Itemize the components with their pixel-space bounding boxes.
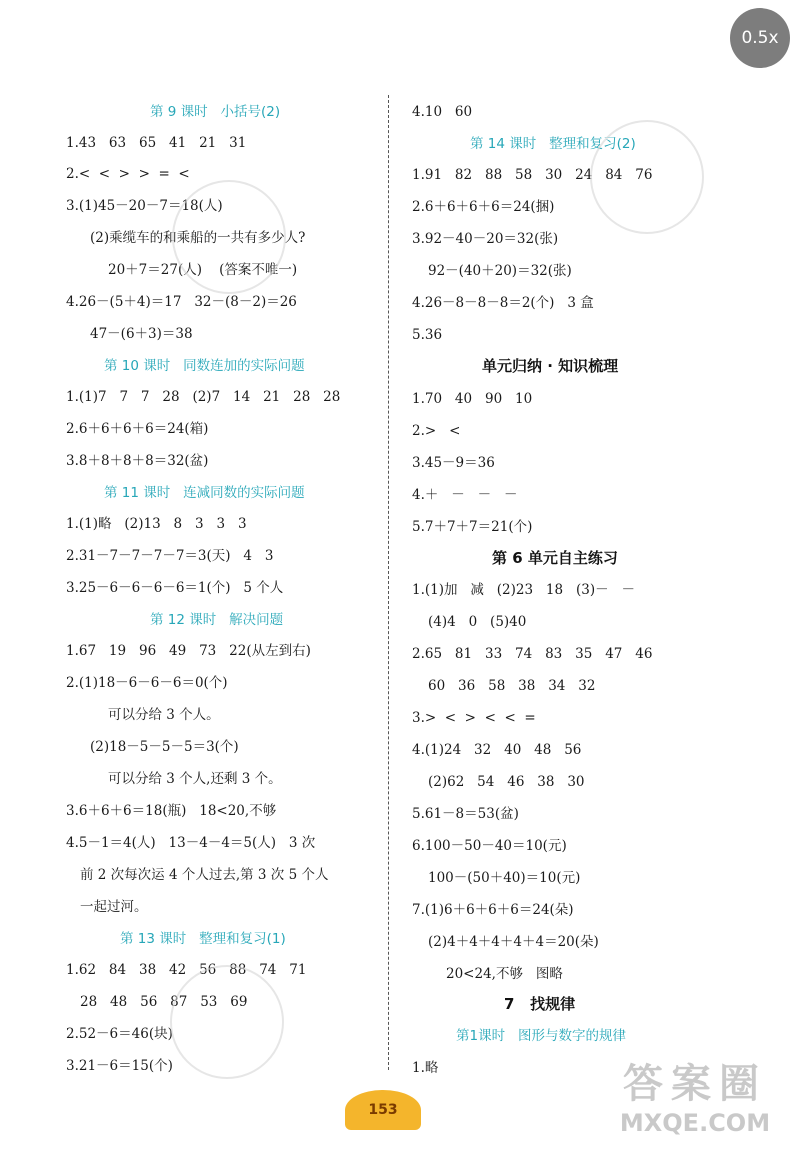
answer-line: 3.> < > < < =	[412, 710, 536, 726]
answer-line: 20＋7＝27(人) (答案不唯一)	[108, 262, 298, 278]
answer-line: 1.62 84 38 42 56 88 74 71	[66, 962, 307, 978]
answer-line: 3.25－6－6－6－6＝1(个) 5 个人	[66, 580, 284, 596]
answer-line: 4.＋ － － －	[412, 487, 518, 503]
answer-line: 2.> <	[412, 423, 461, 439]
page-number-badge: 153	[345, 1090, 421, 1130]
answer-line: 7.(1)6＋6＋6＋6＝24(朵)	[412, 902, 574, 918]
answer-line: 4.26－8－8－8＝2(个) 3 盒	[412, 295, 594, 311]
lesson-heading: 第 14 课时 整理和复习(2)	[470, 136, 636, 152]
zoom-level-button[interactable]: 0.5x	[730, 8, 790, 68]
answer-line: 6.100－50－40＝10(元)	[412, 838, 567, 854]
answer-line: 3.21－6＝15(个)	[66, 1058, 173, 1074]
answer-line: 2.(1)18－6－6－6＝0(个)	[66, 675, 228, 691]
faint-stamp-decoration	[172, 180, 286, 294]
answer-line: 1.91 82 88 58 30 24 84 76	[412, 167, 653, 183]
answer-line: 5.7＋7＋7＝21(个)	[412, 519, 533, 535]
answer-line: 1.(1)加 减 (2)23 18 (3)－ －	[412, 582, 635, 598]
watermark-logo	[600, 1060, 790, 1150]
lesson-heading: 第1课时 图形与数字的规律	[456, 1028, 626, 1044]
answer-line: 3.8＋8＋8＋8＝32(盆)	[66, 453, 209, 469]
answer-line: 1.67 19 96 49 73 22(从左到右)	[66, 643, 311, 659]
answer-line: 4.26－(5＋4)＝17 32－(8－2)＝26	[66, 294, 297, 310]
answer-line: (4)4 0 (5)40	[428, 614, 527, 630]
section-heading: 第 6 单元自主练习	[492, 549, 618, 567]
answer-line: 可以分给 3 个人,还剩 3 个。	[108, 771, 282, 787]
lesson-heading: 第 13 课时 整理和复习(1)	[120, 931, 286, 947]
answer-line: 4.(1)24 32 40 48 56	[412, 742, 582, 758]
faint-stamp-decoration	[590, 120, 704, 234]
faint-stamp-decoration	[170, 965, 284, 1079]
answer-line: 2.52－6＝46(块)	[66, 1026, 173, 1042]
answer-line: 2.31－7－7－7－7＝3(天) 4 3	[66, 548, 274, 564]
answer-line: 3.(1)45－20－7＝18(人)	[66, 198, 223, 214]
answer-line: 5.61－8＝53(盆)	[412, 806, 519, 822]
answer-line: 2.6＋6＋6＋6＝24(箱)	[66, 421, 209, 437]
answer-line: 60 36 58 38 34 32	[428, 678, 596, 694]
answer-line: 1.43 63 65 41 21 31	[66, 135, 247, 151]
lesson-heading: 第 11 课时 连减同数的实际问题	[104, 485, 305, 501]
answer-line: 4.10 60	[412, 104, 473, 120]
answer-line: (2)乘缆车的和乘船的一共有多少人?	[90, 230, 306, 246]
answer-line: 5.36	[412, 327, 443, 343]
section-heading: 单元归纳 · 知识梳理	[482, 357, 619, 375]
answer-line: 1.70 40 90 10	[412, 391, 533, 407]
answer-line: 2.65 81 33 74 83 35 47 46	[412, 646, 653, 662]
answer-line: (2)18－5－5－5＝3(个)	[90, 739, 239, 755]
answer-line: 可以分给 3 个人。	[108, 707, 220, 723]
answer-line: 4.5－1＝4(人) 13－4－4＝5(人) 3 次	[66, 835, 316, 851]
answer-line: 前 2 次每次运 4 个人过去,第 3 次 5 个人	[80, 867, 329, 883]
lesson-heading: 第 12 课时 解决问题	[150, 612, 284, 628]
answer-line: 100－(50＋40)＝10(元)	[428, 870, 581, 886]
answer-line: (2)62 54 46 38 30	[428, 774, 585, 790]
answer-line: 3.45－9＝36	[412, 455, 495, 471]
watermark-url: MXQE.COM	[619, 1109, 771, 1137]
answer-line: 2.< < > > = <	[66, 166, 190, 182]
answer-line: 2.6＋6＋6＋6＝24(捆)	[412, 199, 555, 215]
answer-line: 3.6＋6＋6＝18(瓶) 18<20,不够	[66, 803, 277, 819]
watermark-text: 答案圈	[623, 1061, 767, 1107]
section-heading: 7 找规律	[504, 995, 576, 1013]
answer-line: 92－(40＋20)＝32(张)	[428, 263, 572, 279]
column-divider	[388, 95, 389, 1070]
answer-line: 47－(6＋3)＝38	[90, 326, 193, 342]
answer-line: 1.(1)7 7 7 28 (2)7 14 21 28 28	[66, 389, 341, 405]
answer-line: 1.略	[412, 1060, 439, 1076]
answer-line: 一起过河。	[80, 899, 148, 915]
answer-line: (2)4＋4＋4＋4＋4＝20(朵)	[428, 934, 599, 950]
answer-line: 3.92－40－20＝32(张)	[412, 231, 559, 247]
lesson-heading: 第 10 课时 同数连加的实际问题	[104, 358, 305, 374]
answer-line: 20<24,不够 图略	[446, 966, 563, 982]
answer-line: 28 48 56 87 53 69	[80, 994, 248, 1010]
answer-line: 1.(1)略 (2)13 8 3 3 3	[66, 516, 247, 532]
lesson-heading: 第 9 课时 小括号(2)	[150, 104, 281, 120]
